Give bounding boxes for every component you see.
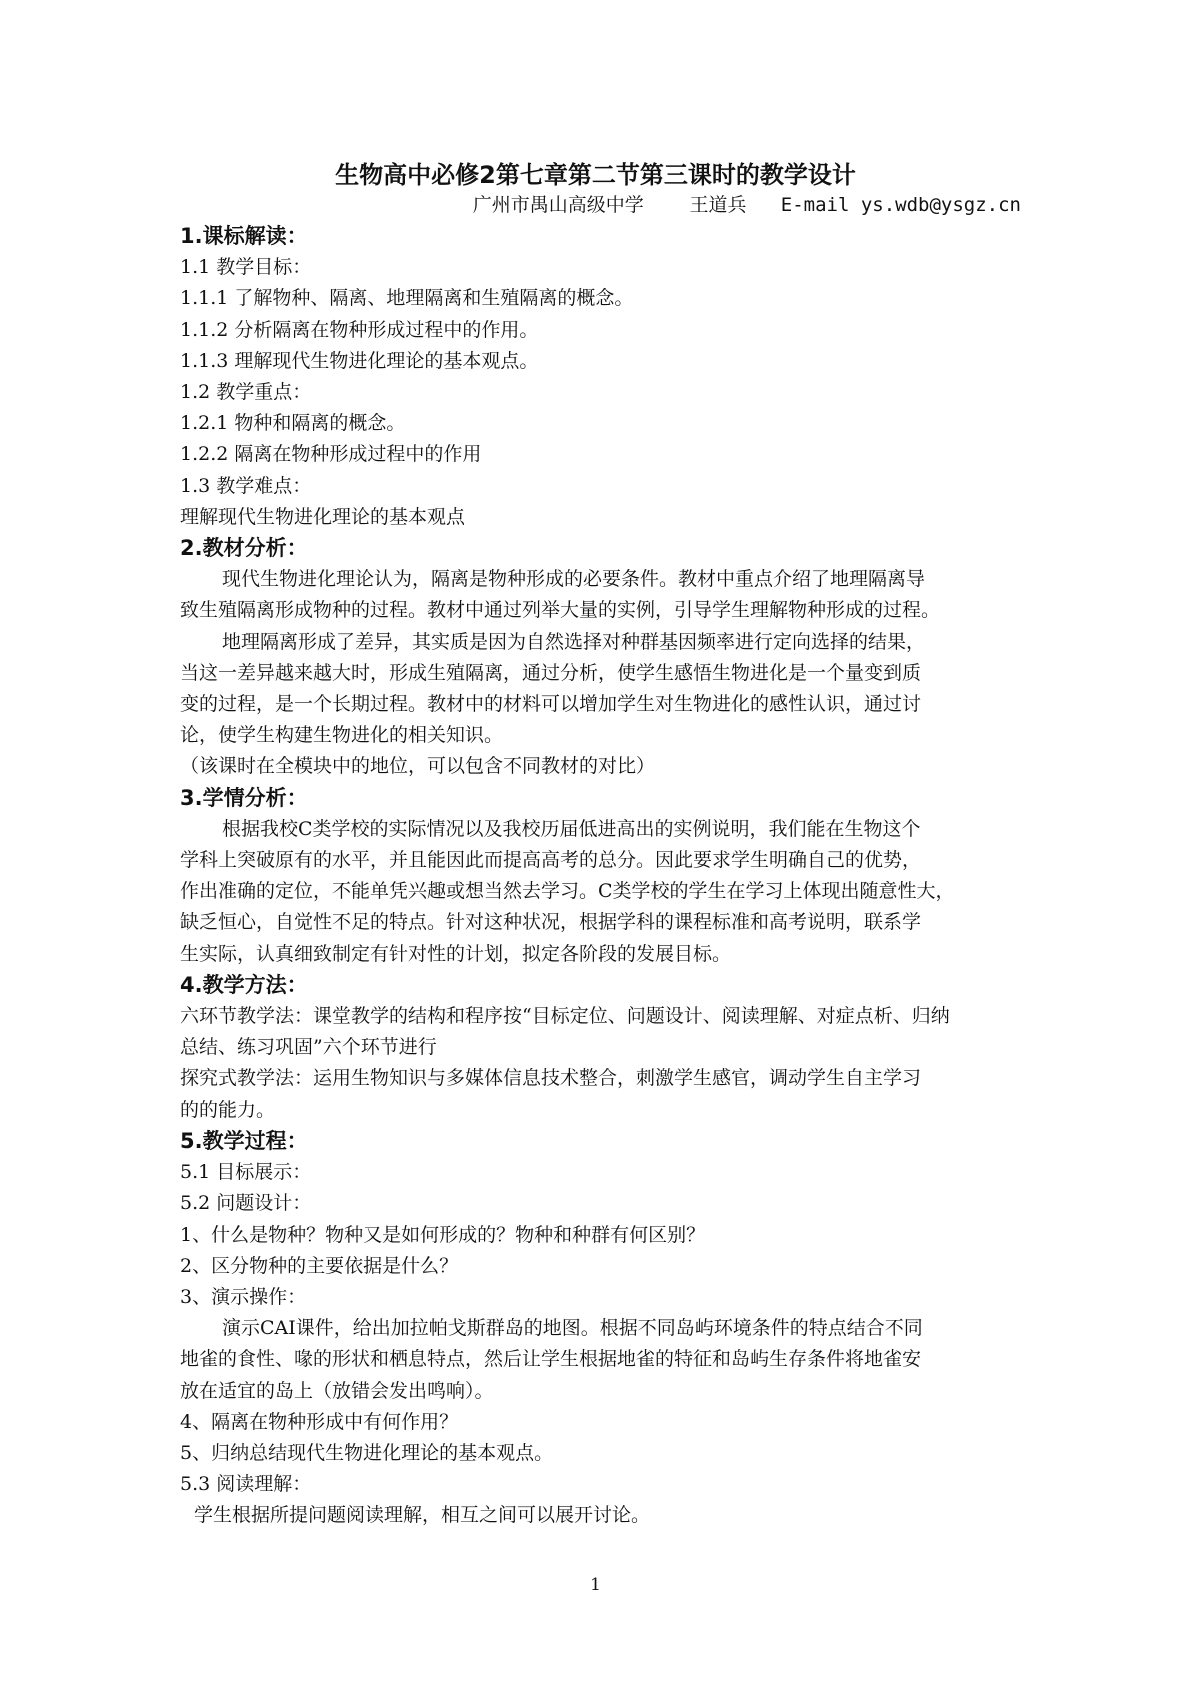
paragraph-line: 生实际，认真细致制定有针对性的计划，拟定各阶段的发展目标。	[180, 942, 732, 965]
paragraph-line: 地雀的食性、喙的形状和栖息特点，然后让学生根据地雀的特征和岛屿生存条件将地雀安	[180, 1348, 922, 1371]
text-line: 理解现代生物进化理论的基本观点	[180, 505, 466, 528]
paragraph-line: 六环节教学法：课堂教学的结构和程序按“目标定位、问题设计、阅读理解、对症点析、归纳	[180, 1005, 950, 1028]
text-line: 2、区分物种的主要依据是什么？	[180, 1254, 459, 1277]
paragraph-line: 作出准确的定位，不能单凭兴趣或想当然去学习。C类学校的学生在学习上体现出随意性大，	[180, 880, 955, 903]
text-line: 1.3 教学难点：	[180, 474, 312, 497]
paragraph-line: 探究式教学法：运用生物知识与多媒体信息技术整合，刺激学生感官，调动学生自主学习	[180, 1067, 922, 1090]
paragraph-line: 放在适宜的岛上（放错会发出鸣响）。	[180, 1379, 494, 1402]
text-line: 5、归纳总结现代生物进化理论的基本观点。	[180, 1441, 554, 1464]
paragraph-line: 演示CAI课件，给出加拉帕戈斯群岛的地图。根据不同岛屿环境条件的特点结合不同	[222, 1317, 923, 1340]
text-line: 5.2 问题设计：	[180, 1192, 312, 1215]
author-line: 广州市禺山高级中学 王道兵 E-mail ys.wdb@ysgz.cn	[472, 194, 1021, 216]
text-line: 3、演示操作：	[180, 1285, 307, 1308]
paragraph-line: （该课时在全模块中的地位，可以包含不同教材的对比）	[180, 755, 656, 778]
paragraph-line: 论，使学生构建生物进化的相关知识。	[180, 724, 504, 747]
section-heading: 5.教学过程：	[180, 1128, 308, 1153]
section-heading: 4.教学方法：	[180, 972, 308, 997]
paragraph-line: 变的过程，是一个长期过程。教材中的材料可以增加学生对生物进化的感性认识，通过讨	[180, 693, 922, 716]
text-line: 1.1 教学目标：	[180, 256, 312, 279]
document-title: 生物高中必修2第七章第二节第三课时的教学设计	[335, 161, 856, 189]
document-body	[180, 221, 1020, 1532]
text-line: 5.1 目标展示：	[180, 1161, 312, 1184]
text-line: 1.1.1 了解物种、隔离、地理隔离和生殖隔离的概念。	[180, 287, 634, 310]
paragraph-line: 总结、练习巩固”六个环节进行	[180, 1036, 437, 1059]
paragraph-line: 缺乏恒心，自觉性不足的特点。针对这种状况，根据学科的课程标准和高考说明，联系学	[180, 911, 922, 934]
text-line: 1.1.2 分析隔离在物种形成过程中的作用。	[180, 318, 539, 341]
page-number: 1	[590, 1575, 601, 1595]
text-line: 5.3 阅读理解：	[180, 1473, 312, 1496]
text-line: 1.2.1 物种和隔离的概念。	[180, 412, 406, 435]
section-heading: 2.教材分析：	[180, 536, 308, 561]
paragraph-line: 的的能力。	[180, 1098, 276, 1121]
paragraph-line: 学科上突破原有的水平，并且能因此而提高高考的总分。因此要求学生明确自己的优势，	[180, 849, 922, 872]
paragraph-line: 当这一差异越来越大时，形成生殖隔离，通过分析，使学生感悟生物进化是一个量变到质	[180, 661, 922, 684]
text-line: 1.2.2 隔离在物种形成过程中的作用	[180, 443, 482, 466]
paragraph-line: 根据我校C类学校的实际情况以及我校历届低进高出的实例说明，我们能在生物这个	[222, 817, 921, 840]
text-line: 1.1.3 理解现代生物进化理论的基本观点。	[180, 349, 539, 372]
section-heading: 3.学情分析：	[180, 785, 308, 810]
paragraph-line: 地理隔离形成了差异，其实质是因为自然选择对种群基因频率进行定向选择的结果，	[222, 630, 926, 653]
section-heading: 1.课标解读：	[180, 224, 308, 248]
text-line: 1.2 教学重点：	[180, 381, 312, 404]
paragraph-line: 现代生物进化理论认为，隔离是物种形成的必要条件。教材中重点介绍了地理隔离导	[222, 568, 926, 591]
paragraph-line: 致生殖隔离形成物种的过程。教材中通过列举大量的实例，引导学生理解物种形成的过程。	[180, 599, 941, 622]
text-line: 1、什么是物种？物种又是如何形成的？物种和种群有何区别？	[180, 1223, 706, 1246]
paragraph-line: 学生根据所提问题阅读理解，相互之间可以展开讨论。	[194, 1504, 651, 1527]
text-line: 4、隔离在物种形成中有何作用？	[180, 1410, 459, 1433]
